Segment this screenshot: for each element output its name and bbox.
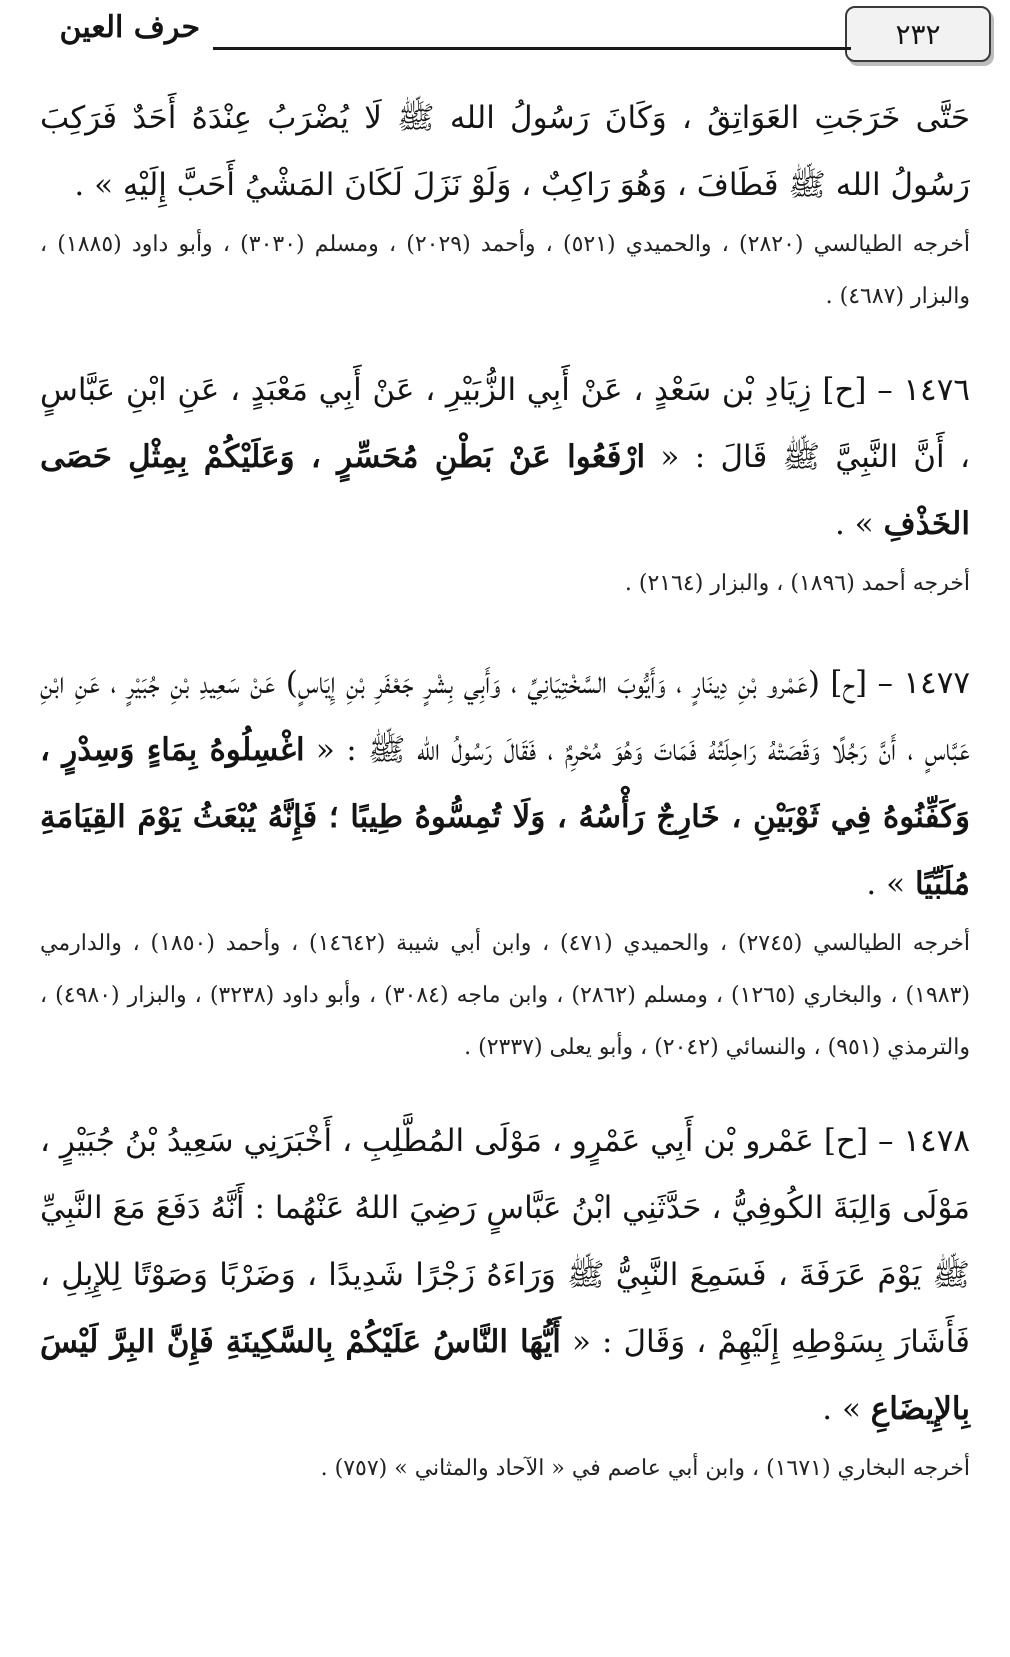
page-body (40, 85, 970, 1495)
hadith-1477 (40, 650, 970, 918)
source-note: أخرجه البخاري (١٦٧١) ، وابن أبي عاصم في « الآحاد والمثاني » (٧٥٧) . (320, 1456, 970, 1481)
header-rule (213, 47, 851, 50)
page-number-badge (845, 6, 991, 62)
hadith-close: » . (866, 866, 906, 902)
hadith-close: » . (834, 506, 874, 542)
hadith-text: ارْفَعُوا عَنْ بَطْنِ مُحَسِّرٍ ، وَعَلَيْكُمْ بِمِثْلِ حَصَى الخَذْفِ (40, 439, 970, 542)
hadith-text: أَيُّهَا النَّاسُ عَلَيْكُمْ بِالسَّكِينَةِ فَإِنَّ البِرَّ لَيْسَ بِالإِيضَاعِ (40, 1324, 970, 1427)
page-number: ٢٣٢ (895, 17, 941, 51)
hadith-close: » . (822, 1391, 861, 1427)
chapter-title: حرف العين (59, 10, 200, 45)
hadith-intro: ١٤٧٦ – [ح] زِيَادِ بْن سَعْدٍ ، عَنْ أَبِي الزُّبَيْرِ ، عَنْ أَبِي مَعْبَدٍ ، عَنِ ابْنِ عَبَّاسٍ ، أَنَّ النَّبِيَّ ﷺ قَالَ : « (40, 372, 970, 475)
source-note: أخرجه الطيالسي (٢٧٤٥) ، والحميدي (٤٧١) ، وابن أبي شيبة (١٤٦٤٢) ، وأحمد (١٨٥٠) ، والدارمي (١٩٨٣) ، والبخاري (١٢٦٥) ، ومسلم (٢٨٦٢) ، وابن ماجه (٣٠٨٤) ، وأبو داود (٣٢٣٨) ، والبزار (٤٩٨٠) ، والترمذي (٩٥١) ، والنسائي (٢٠٤٢) ، وأبو يعلى (٢٣٣٧) . (40, 931, 971, 1060)
hadith-1476 (40, 357, 970, 558)
hadith-1478 (40, 1108, 970, 1443)
source-note: أخرجه أحمد (١٨٩٦) ، والبزار (٢١٦٤) . (624, 571, 970, 596)
hadith-intro: ١٤٧٨ – [ح] عَمْرو بْن أَبِي عَمْرٍو ، مَوْلَى المُطَّلِبِ ، أَخْبَرَنِي سَعِيدُ بْنُ جُبَيْرٍ ، مَوْلَى وَالِبَةَ الكُوفِيُّ ، حَدَّثَنِي ابْنُ عَبَّاسٍ رَضِيَ اللهُ عَنْهُما : أَنَّهُ دَفَعَ مَعَ النَّبِيِّ ﷺ يَوْمَ عَرَفَةَ ، فَسَمِعَ النَّبِيُّ ﷺ وَرَاءَهُ زَجْرًا شَدِيدًا ، وَضَرْبًا وَصَوْتًا لِلإِبِلِ ، فَأَشَارَ بِسَوْطِهِ إِلَيْهِمْ ، وَقَالَ : « (40, 1123, 970, 1360)
hadith-text: اغْسِلُوهُ بِمَاءٍ وَسِدْرٍ ، وَكَفِّنُوهُ فِي ثَوْبَيْنِ ، خَارِجٌ رَأْسُهُ ، وَلَا تُمِسُّوهُ طِيبًا ؛ فَإِنَّهُ يُبْعَثُ يَوْمَ القِيَامَةِ مُلَبِّيًا (40, 732, 970, 902)
source-note: أخرجه الطيالسي (٢٨٢٠) ، والحميدي (٥٢١) ، وأحمد (٢٠٢٩) ، ومسلم (٣٠٣٠) ، وأبو داود (١٨٨٥) ، والبزار (٤٦٨٧) . (40, 232, 970, 309)
hadith-continuation-text: حَتَّى خَرَجَتِ العَوَاتِقُ ، وَكَانَ رَسُولُ الله ﷺ لَا يُضْرَبُ عِنْدَهُ أَحَدٌ فَرَكِبَ رَسُولُ الله ﷺ فَطَافَ ، وَهُوَ رَاكِبٌ ، وَلَوْ نَزَلَ لَكَانَ المَشْيُ أَحَبَّ إِلَيْهِ » . (40, 100, 970, 203)
page-header (30, 6, 980, 66)
hadith-intro: ١٤٧٧ – [ح] (عَمْرو بْنِ دِينَارٍ ، وَأَيُّوبَ السَّخْتِيَانِيِّ ، وَأَبِي بِشْرٍ جَعْفَرِ بْنِ إِيَاسٍ) عَنْ سَعِيدِ بْنِ جُبَيْرٍ ، عَنِ ابْنِ عَبَّاسٍ ، أَنَّ رَجُلًا وَقَصَتْهُ رَاحِلَتُهُ فَمَاتَ وَهُوَ مُحْرِمٌ ، فَقَالَ رَسُولُ الله ﷺ : « (40, 665, 971, 768)
